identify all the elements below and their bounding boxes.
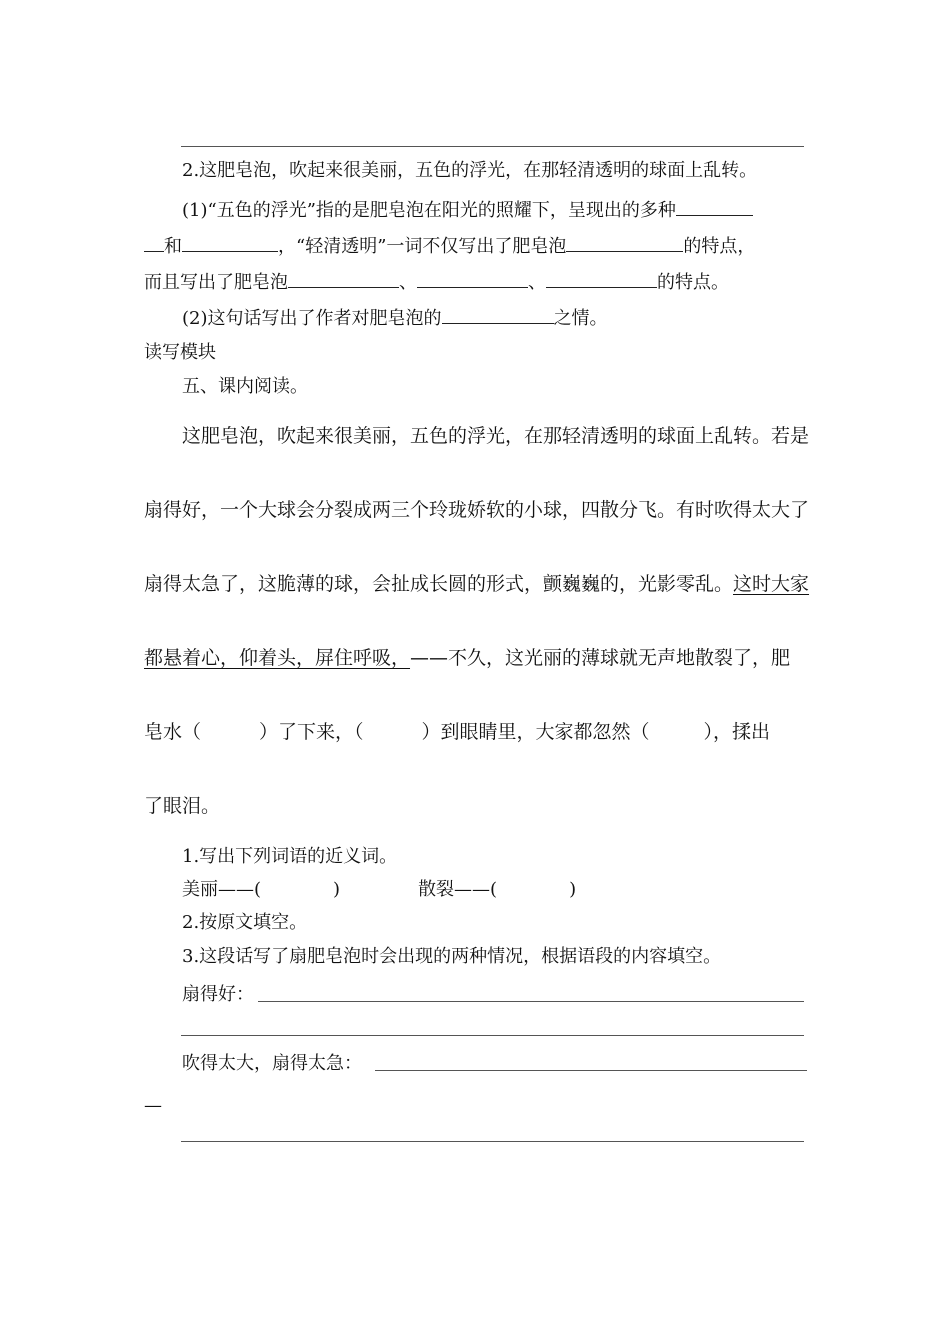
q2-1-line1	[182, 197, 753, 223]
passage-line-4	[144, 645, 790, 671]
underlined-sentence-part1: 这时大家	[733, 573, 810, 595]
passage-line-5-b: ）了下来，（	[259, 721, 364, 743]
q2-1-text-c: ，“轻清透明”一词不仅写出了肥皂泡	[278, 236, 567, 257]
answer-line-q3b-2[interactable]	[181, 1141, 804, 1142]
blank-feeling[interactable]	[442, 305, 554, 324]
passage-line-3-a: 扇得太急了，这脆薄的球，会扯成长圆的形式，颤巍巍的，光影零乱。	[144, 573, 734, 595]
q2-2-text-b: 之情。	[553, 308, 608, 329]
passage-line-5-a: 皂水（	[144, 721, 202, 743]
synonym-meili-close: )	[333, 879, 341, 900]
synonym-sanlie-label: 散裂——(	[418, 879, 498, 900]
passage-line-5-d: ），揉出	[703, 721, 771, 743]
passage-line-3	[144, 571, 809, 597]
passage-line-5	[144, 719, 770, 745]
passage-line-6: 了眼泪。	[144, 795, 221, 817]
q2-1-line3	[144, 269, 729, 295]
passage-line-4-b: ——不久，这光丽的薄球就无声地散裂了，肥	[410, 647, 791, 669]
answer-line-q3a-1[interactable]	[258, 1001, 804, 1002]
blank-feature-3[interactable]	[417, 269, 528, 288]
underlined-sentence-part2: 都悬着心，仰着头，屏住呼吸，	[144, 647, 411, 669]
question-3-b-label: 吹得太大，扇得太急：	[182, 1053, 362, 1074]
question-2: 2.按原文填空。	[182, 912, 308, 933]
question-1: 1.写出下列词语的近义词。	[182, 846, 398, 867]
answer-line-top[interactable]	[181, 146, 804, 147]
q2-1-text-e: 而且写出了肥皂泡	[144, 272, 288, 293]
section5-title: 五、课内阅读。	[182, 376, 308, 397]
q2-1-text-d: 的特点，	[683, 236, 756, 257]
synonym-meili-label: 美丽——(	[182, 879, 262, 900]
q2-1-sep1: 、	[399, 272, 417, 293]
q2-1-text-a: (1)“五色的浮光”指的是肥皂泡在阳光的照耀下，呈现出的多种	[182, 200, 676, 221]
blank-colors-1-cont[interactable]	[144, 233, 164, 252]
answer-line-q3b-1[interactable]	[375, 1070, 807, 1071]
synonym-sanlie-close: )	[569, 879, 577, 900]
q2-2-line	[182, 305, 608, 331]
q2-1-line2	[144, 233, 755, 259]
answer-line-q3b-cont: —	[144, 1095, 162, 1116]
blank-colors-2[interactable]	[182, 233, 278, 252]
q2-intro: 2.这肥皂泡，吹起来很美丽，五色的浮光，在那轻清透明的球面上乱转。	[182, 160, 758, 181]
blank-feature-4[interactable]	[546, 269, 657, 288]
passage-line-5-c: ）到眼睛里，大家都忽然（	[421, 721, 650, 743]
passage-line-1: 这肥皂泡，吹起来很美丽，五色的浮光，在那轻清透明的球面上乱转。若是	[182, 425, 810, 447]
question-3: 3.这段话写了扇肥皂泡时会出现的两种情况，根据语段的内容填空。	[182, 946, 722, 967]
question-3-a-label: 扇得好：	[182, 984, 254, 1005]
q2-1-sep2: 、	[528, 272, 546, 293]
blank-feature-2[interactable]	[288, 269, 399, 288]
q2-1-text-f: 的特点。	[657, 272, 729, 293]
answer-line-q3a-2[interactable]	[181, 1035, 804, 1036]
blank-feature-1[interactable]	[566, 233, 683, 252]
blank-colors-1[interactable]	[676, 197, 753, 216]
module-title: 读写模块	[144, 342, 216, 363]
question-1-items	[182, 878, 576, 902]
q2-1-text-b: 和	[164, 236, 182, 257]
q2-2-text-a: (2)这句话写出了作者对肥皂泡的	[182, 308, 442, 329]
passage-line-2: 扇得好，一个大球会分裂成两三个玲珑娇软的小球，四散分飞。有时吹得太大了	[144, 499, 810, 521]
